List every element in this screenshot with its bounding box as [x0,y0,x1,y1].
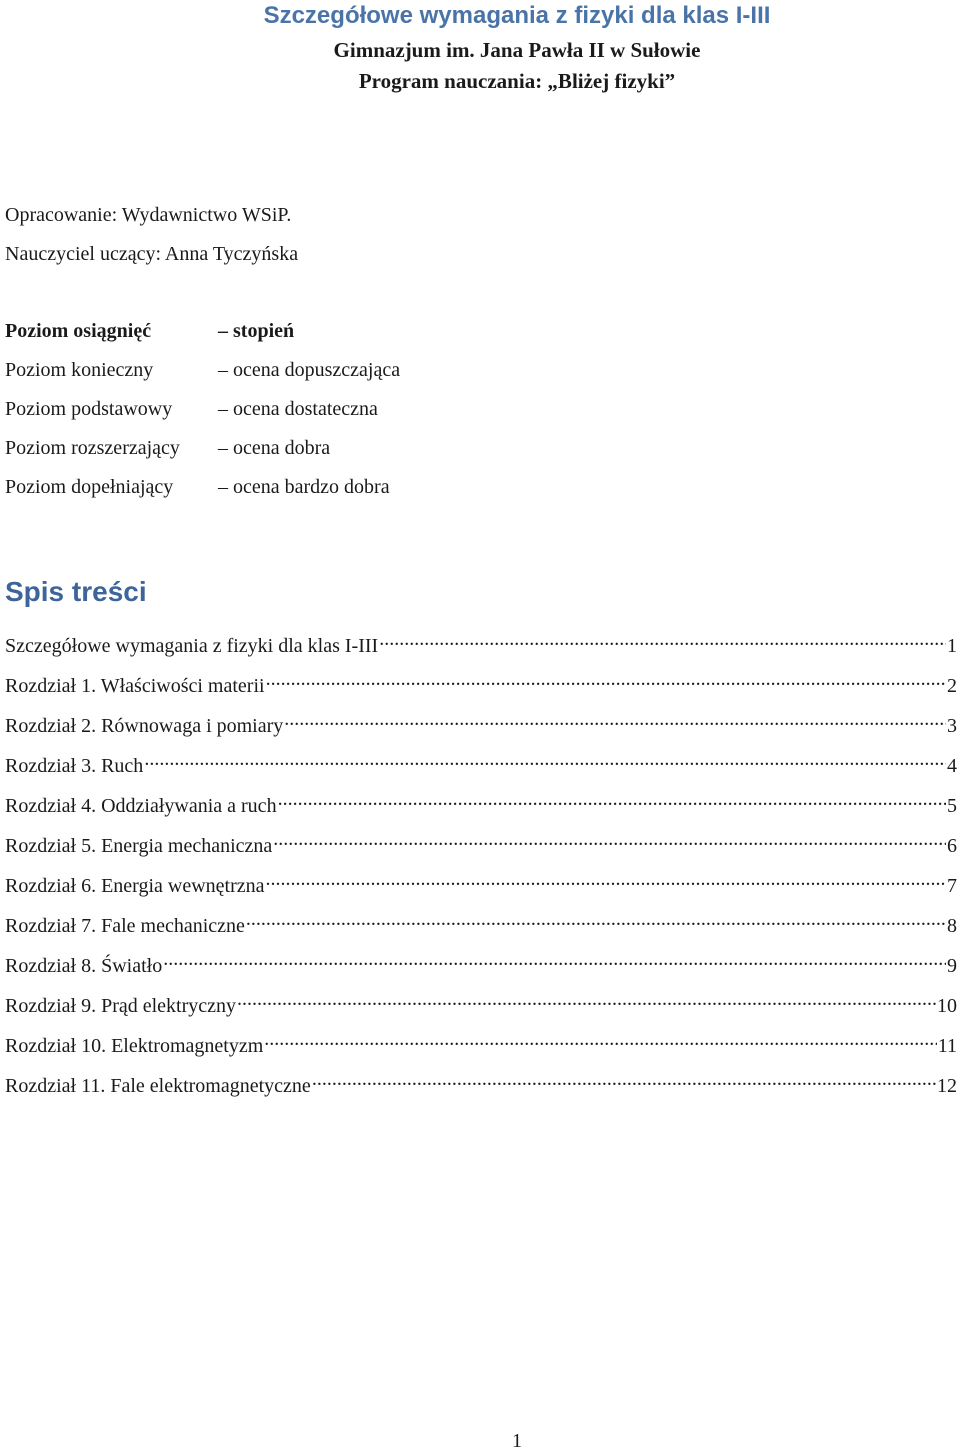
toc-entry-title: Rozdział 7. Fale mechaniczne [5,915,245,937]
toc-entry[interactable] [5,946,957,986]
page-number: 1 [512,1430,522,1452]
level-grade: – stopień [218,320,295,342]
document-title: Szczegółowe wymagania z fizyki dla klas I-III [263,2,771,29]
toc-entry-page: 11 [937,1035,957,1057]
toc-entry-title: Rozdział 6. Energia wewnętrzna [5,875,265,897]
toc-leader-dots [284,706,946,732]
toc-entry-page: 12 [937,1075,957,1097]
toc-entry[interactable] [5,786,957,826]
teacher-name: Nauczyciel uczący: Anna Tyczyńska [5,243,299,265]
toc-entry-page: 2 [947,675,957,697]
level-name: Poziom podstawowy [5,398,173,420]
toc-entry[interactable] [5,706,957,746]
toc-leader-dots [144,746,946,772]
toc-entry-title: Rozdział 1. Właściwości materii [5,675,265,697]
program-name: Program nauczania: „Bliżej fizyki” [358,69,676,93]
toc-entry-title: Rozdział 10. Elektromagnetyzm [5,1035,264,1057]
level-name: Poziom rozszerzający [5,437,180,459]
toc-entry-page: 6 [947,835,957,857]
toc-entry-title: Rozdział 4. Oddziaływania a ruch [5,795,277,817]
toc-entry-title: Rozdział 2. Równowaga i pomiary [5,715,284,737]
toc-entry[interactable] [5,826,957,866]
level-grade: – ocena dopuszczająca [218,359,401,381]
toc-entry-page: 4 [947,755,957,777]
toc-entry[interactable] [5,866,957,906]
toc-entry-page: 10 [937,995,957,1017]
level-grade: – ocena dostateczna [218,398,378,420]
toc-entry[interactable] [5,906,957,946]
toc-heading: Spis treści [5,576,147,607]
level-grade: – ocena bardzo dobra [218,476,390,498]
toc-entry[interactable] [5,1066,957,1106]
toc-entry-title: Rozdział 11. Fale elektromagnetyczne [5,1075,311,1097]
toc-leader-dots [163,946,946,972]
toc-entry-page: 8 [947,915,957,937]
level-name: Poziom konieczny [5,359,154,381]
table-of-contents [5,626,957,1106]
toc-leader-dots [273,826,946,852]
toc-entry-title: Rozdział 5. Energia mechaniczna [5,835,273,857]
toc-leader-dots [266,866,946,892]
level-name: Poziom dopełniający [5,476,174,498]
level-grade: – ocena dobra [218,437,331,459]
toc-entry-page: 5 [947,795,957,817]
toc-entry-title: Rozdział 3. Ruch [5,755,144,777]
toc-entry[interactable] [5,986,957,1026]
toc-entry-page: 9 [947,955,957,977]
toc-entry-title: Rozdział 8. Światło [5,955,163,977]
toc-entry[interactable] [5,746,957,786]
level-name: Poziom osiągnięć [5,320,152,342]
toc-entry-page: 1 [947,635,957,657]
toc-entry-page: 3 [947,715,957,737]
toc-entry[interactable] [5,666,957,706]
toc-leader-dots [264,1026,936,1052]
toc-leader-dots [266,666,946,692]
toc-entry[interactable] [5,626,957,666]
toc-leader-dots [237,986,936,1012]
toc-leader-dots [246,906,946,932]
toc-leader-dots [379,626,946,652]
toc-entry-title: Rozdział 9. Prąd elektryczny [5,995,237,1017]
school-name: Gimnazjum im. Jana Pawła II w Sułowie [333,38,701,62]
prepared-by: Opracowanie: Wydawnictwo WSiP. [5,204,292,226]
toc-entry[interactable] [5,1026,957,1066]
toc-entry-title: Szczegółowe wymagania z fizyki dla klas I-III [5,635,379,657]
toc-entry-page: 7 [947,875,957,897]
toc-leader-dots [312,1066,936,1092]
toc-leader-dots [278,786,946,812]
